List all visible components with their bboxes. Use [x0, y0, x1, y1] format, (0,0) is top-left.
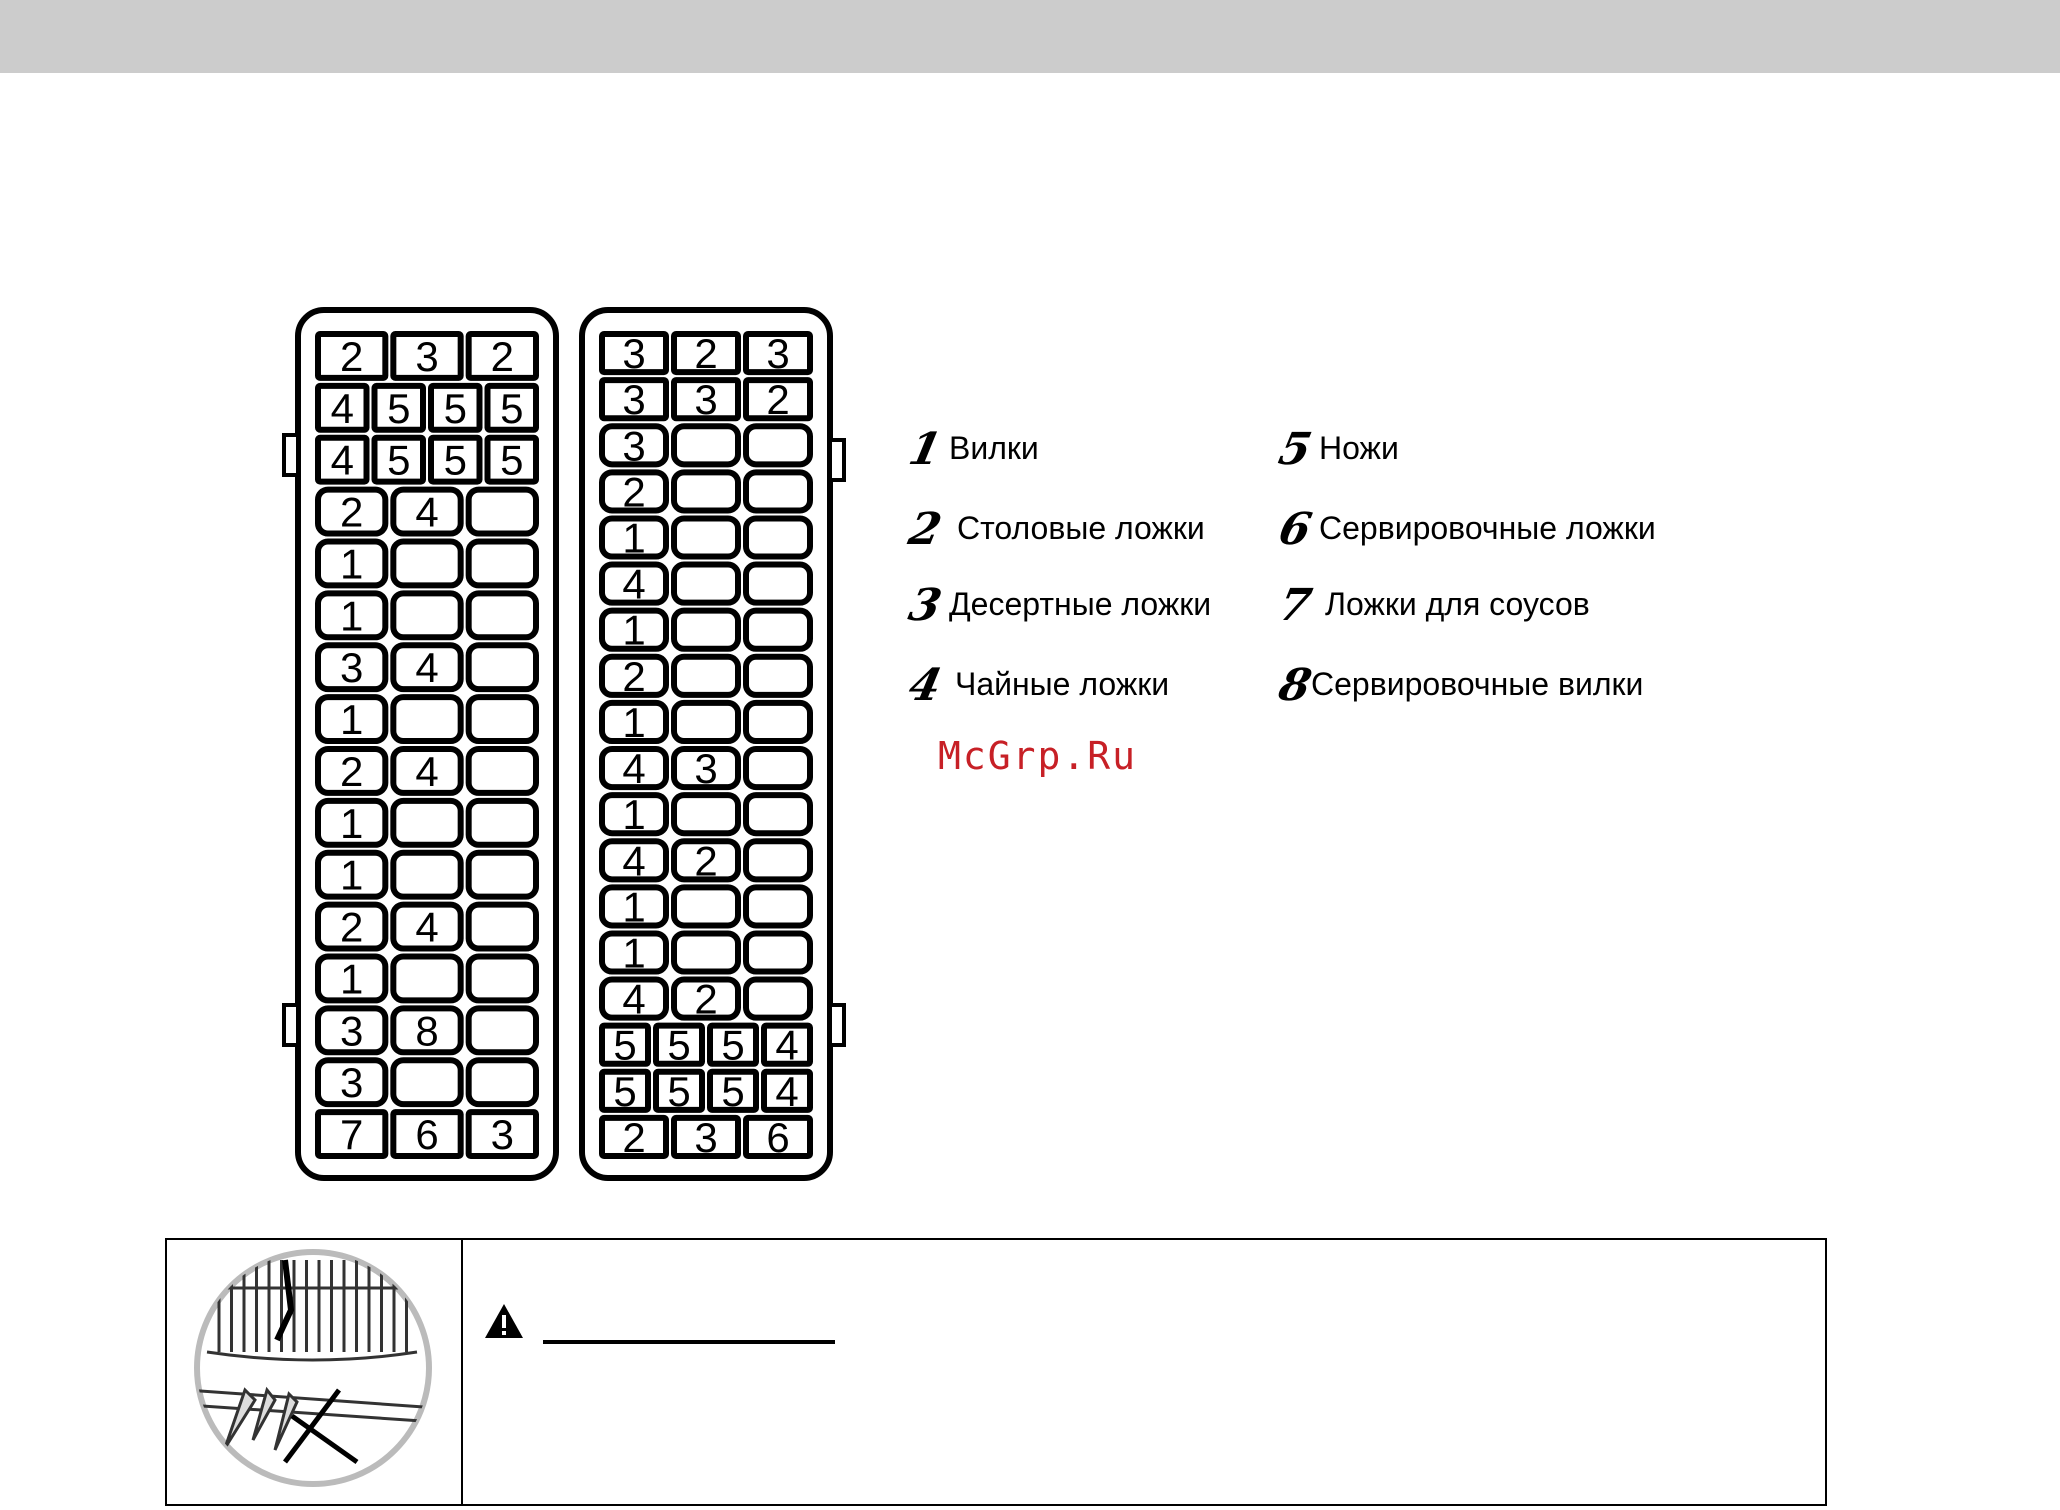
cell-number: 2 [339, 488, 364, 536]
basket-cell [746, 841, 810, 879]
cell-number: 2 [694, 975, 718, 1023]
basket-cell [318, 1007, 385, 1054]
basket-cell [318, 852, 385, 899]
basket-cell [746, 472, 810, 510]
cell-number: 3 [415, 332, 439, 380]
basket-cell [393, 748, 460, 795]
basket-cell [746, 887, 810, 925]
cell-number: 3 [339, 1007, 364, 1055]
basket-cell [318, 437, 367, 484]
basket-cell [764, 1068, 810, 1115]
basket-cell [602, 1068, 648, 1115]
legend-number: 8 [1274, 660, 1316, 711]
left-clip [284, 435, 298, 475]
basket-cell [393, 697, 460, 741]
basket-cell [674, 426, 738, 464]
basket-cell [674, 611, 738, 649]
cell-number: 3 [339, 644, 364, 692]
watermark: McGrp.Ru [938, 734, 1138, 778]
cell-number: 5 [721, 1067, 745, 1115]
cell-number: 4 [775, 1021, 799, 1069]
cell-number: 1 [339, 799, 364, 847]
basket-cell [469, 1111, 536, 1158]
basket-cell [318, 748, 385, 795]
basket-cell [746, 426, 810, 464]
cell-number: 1 [622, 514, 646, 562]
cell-number: 3 [622, 330, 646, 378]
basket-cell [469, 645, 536, 689]
basket-cell [393, 1007, 460, 1054]
basket-cell [318, 333, 385, 380]
basket-cell [602, 837, 666, 884]
basket-cell [602, 1022, 648, 1069]
basket-cell [674, 657, 738, 695]
warning-content [463, 1240, 1825, 1504]
basket-cell [488, 385, 537, 432]
cell-number: 5 [443, 384, 467, 432]
cell-number: 5 [500, 384, 524, 432]
basket-cell [656, 1068, 702, 1115]
warning-box [165, 1238, 1827, 1506]
cell-number: 1 [339, 592, 364, 640]
basket-cell [602, 653, 666, 700]
basket-cell [656, 1022, 702, 1069]
cell-number: 5 [387, 384, 411, 432]
cell-number: 5 [500, 436, 524, 484]
cell-number: 5 [721, 1021, 745, 1069]
basket-cell [393, 853, 460, 897]
basket-cell [674, 745, 738, 792]
basket-cell [602, 791, 666, 838]
cell-number: 1 [339, 955, 364, 1003]
basket-cell [674, 330, 738, 377]
basket-cell [393, 333, 460, 380]
basket-cell [469, 1008, 536, 1052]
basket-cell [602, 1114, 666, 1161]
cell-number: 2 [490, 332, 515, 380]
cell-number: 1 [339, 540, 364, 588]
legend-label: Десертные ложки [949, 586, 1212, 622]
legend-label: Вилки [949, 430, 1039, 466]
basket-cell [393, 593, 460, 637]
basket-cell [602, 930, 666, 977]
basket-cell [469, 749, 536, 793]
cell-number: 4 [415, 747, 439, 795]
cell-number: 1 [622, 698, 646, 746]
cell-number: 4 [330, 436, 354, 484]
cell-number: 3 [694, 1113, 718, 1161]
basket-cell [469, 333, 536, 380]
basket-cell [318, 955, 385, 1002]
warning-illustration [167, 1240, 463, 1504]
basket-cell [488, 437, 537, 484]
basket-cell [746, 749, 810, 787]
right-clip [830, 1005, 844, 1045]
legend-label: Чайные ложки [955, 666, 1170, 702]
basket-cell [318, 696, 385, 743]
legend-label: Сервировочные вилки [1311, 666, 1644, 702]
basket-cell [746, 611, 810, 649]
basket-cell [746, 795, 810, 833]
basket-cell [602, 376, 666, 423]
basket-cell [674, 1114, 738, 1161]
basket-cell [602, 422, 666, 469]
basket-cell [318, 1111, 385, 1158]
cell-number: 5 [613, 1021, 637, 1069]
basket-cell [431, 437, 480, 484]
basket-cell [393, 644, 460, 691]
legend-label: Сервировочные ложки [1319, 510, 1656, 546]
basket-cell [674, 703, 738, 741]
legend-number: 2 [904, 504, 946, 555]
basket-cell [746, 1114, 810, 1161]
basket-cell [602, 699, 666, 746]
cell-number: 3 [694, 745, 718, 793]
basket-cell [710, 1068, 756, 1115]
basket-cell [710, 1022, 756, 1069]
basket-cell [746, 933, 810, 971]
basket-cell [602, 330, 666, 377]
basket-cell [674, 933, 738, 971]
basket-cell [375, 385, 424, 432]
legend-number: 4 [904, 660, 946, 711]
basket-cell [318, 592, 385, 639]
legend-number: 7 [1274, 580, 1316, 631]
cell-number: 5 [387, 436, 411, 484]
legend-number: 3 [904, 580, 946, 631]
knives-in-basket-wrong-icon [167, 1240, 459, 1504]
warning-triangle-icon [483, 1302, 525, 1340]
basket-cell [602, 561, 666, 608]
basket-cell [746, 330, 810, 377]
cell-number: 3 [490, 1111, 515, 1159]
basket-cell [469, 593, 536, 637]
basket-cell [393, 801, 460, 845]
basket-cell [674, 376, 738, 423]
cell-number: 1 [339, 851, 364, 899]
basket-cell [318, 540, 385, 587]
basket-cell [602, 515, 666, 562]
basket-cell [318, 904, 385, 951]
basket-cell [318, 489, 385, 536]
basket-cell [746, 703, 810, 741]
cell-number: 2 [694, 330, 718, 378]
cell-number: 6 [766, 1113, 790, 1161]
cell-number: 4 [622, 745, 646, 793]
basket-cell [674, 795, 738, 833]
basket-cell [746, 376, 810, 423]
cell-number: 4 [415, 644, 439, 692]
basket-cell [318, 800, 385, 847]
basket-cell [674, 472, 738, 510]
cell-number: 2 [339, 903, 364, 951]
basket-cell [393, 489, 460, 536]
basket-cell [393, 904, 460, 951]
page-header-bar [0, 0, 2060, 73]
right-clip [830, 440, 844, 480]
cell-number: 4 [622, 837, 646, 885]
basket-cell [674, 565, 738, 603]
cell-number: 2 [694, 837, 718, 885]
basket-cell [746, 565, 810, 603]
cell-number: 8 [415, 1007, 439, 1055]
basket-cell [602, 468, 666, 515]
cell-number: 3 [694, 376, 718, 424]
basket-cell [764, 1022, 810, 1069]
cell-number: 2 [622, 468, 646, 516]
cell-number: 3 [339, 1059, 364, 1107]
basket-cell [469, 1060, 536, 1104]
basket-cell [602, 607, 666, 654]
legend-label: Ножи [1319, 430, 1399, 466]
basket-cell [674, 976, 738, 1023]
cell-number: 2 [339, 747, 364, 795]
basket-cell [469, 853, 536, 897]
cell-number: 5 [443, 436, 467, 484]
basket-cell [602, 976, 666, 1023]
basket-cell [746, 518, 810, 556]
cell-number: 3 [766, 330, 790, 378]
basket-cell [674, 518, 738, 556]
cell-number: 1 [622, 883, 646, 931]
basket-cell [393, 542, 460, 586]
warning-heading-underline [543, 1340, 835, 1344]
cell-number: 4 [775, 1067, 799, 1115]
basket-cell [469, 905, 536, 949]
cell-number: 2 [622, 652, 646, 700]
basket-cell [674, 887, 738, 925]
cell-number: 4 [622, 975, 646, 1023]
cutlery-basket-diagram [280, 300, 850, 1190]
cell-number: 5 [667, 1021, 691, 1069]
basket-cell [469, 957, 536, 1001]
legend-label: Ложки для соусов [1325, 586, 1590, 622]
cell-number: 5 [613, 1067, 637, 1115]
basket-cell [393, 957, 460, 1001]
cell-number: 1 [622, 929, 646, 977]
basket-cell [393, 1111, 460, 1158]
cell-number: 2 [766, 376, 790, 424]
cell-number: 1 [622, 606, 646, 654]
legend-number: 6 [1274, 504, 1316, 555]
basket-cell [318, 1059, 385, 1106]
basket-cell [318, 385, 367, 432]
legend-label: Столовые ложки [957, 510, 1205, 546]
cell-number: 4 [415, 488, 439, 536]
cell-number: 4 [330, 384, 354, 432]
basket-cell [602, 745, 666, 792]
basket-cell [469, 801, 536, 845]
cell-number: 3 [622, 376, 646, 424]
basket-cell [602, 883, 666, 930]
basket-cell [469, 542, 536, 586]
cell-number: 5 [667, 1067, 691, 1115]
cell-number: 2 [622, 1113, 646, 1161]
basket-cell [431, 385, 480, 432]
cell-number: 2 [339, 332, 364, 380]
cell-number: 4 [622, 560, 646, 608]
basket-cell [393, 1060, 460, 1104]
basket-cell [469, 490, 536, 534]
basket-cell [375, 437, 424, 484]
legend-number: 5 [1274, 424, 1316, 475]
basket-cell [746, 980, 810, 1018]
basket-cell [318, 644, 385, 691]
cell-number: 6 [415, 1111, 439, 1159]
cell-number: 7 [339, 1111, 364, 1159]
cell-number: 1 [622, 791, 646, 839]
basket-cell [469, 697, 536, 741]
cell-number: 4 [415, 903, 439, 951]
cell-number: 3 [622, 422, 646, 470]
basket-cell [746, 657, 810, 695]
legend-number: 1 [904, 424, 946, 475]
left-clip [284, 1005, 298, 1045]
cell-number: 1 [339, 696, 364, 744]
basket-cell [674, 837, 738, 884]
